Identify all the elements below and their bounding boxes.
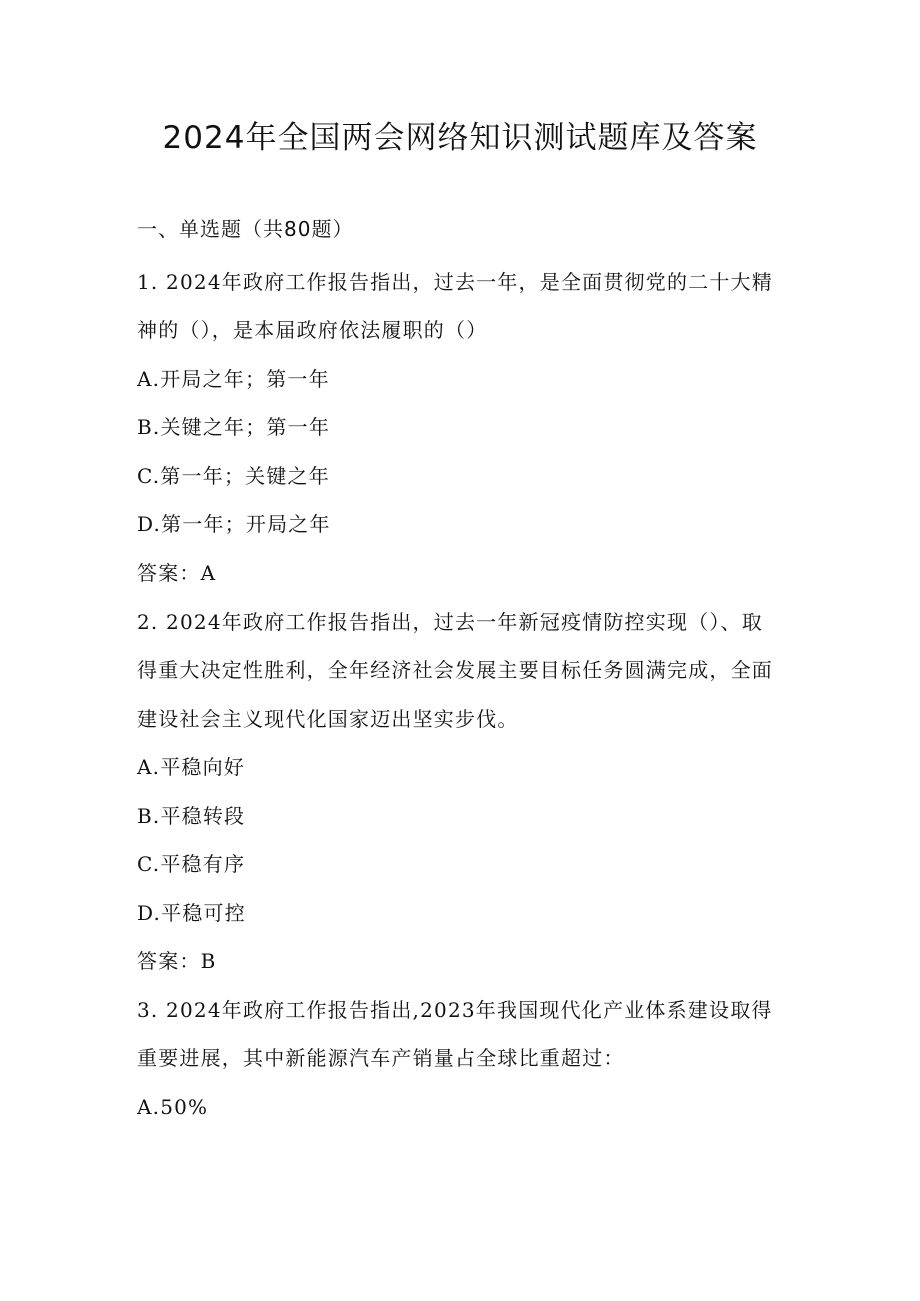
question-2-option-c: C.平稳有序 xyxy=(137,852,246,876)
question-1-option-d: D.第一年；开局之年 xyxy=(137,512,331,536)
question-2-answer: 答案：B xyxy=(137,949,217,973)
document-title: 2024年全国两会网络知识测试题库及答案 xyxy=(162,120,758,156)
question-2-stem-line-2: 得重大决定性胜利，全年经济社会发展主要目标任务圆满完成，全面 xyxy=(137,658,773,682)
question-1-stem-line-1: 1. 2024年政府工作报告指出，过去一年，是全面贯彻党的二十大精 xyxy=(137,270,773,294)
question-1-option-b: B.关键之年；第一年 xyxy=(137,415,331,439)
question-2-option-d: D.平稳可控 xyxy=(137,901,246,925)
question-3-stem-line-2: 重要进展，其中新能源汽车产销量占全球比重超过： xyxy=(137,1046,625,1070)
question-3-option-a: A.50% xyxy=(137,1095,209,1119)
question-2-option-b: B.平稳转段 xyxy=(137,804,246,828)
question-1-option-a: A.开局之年；第一年 xyxy=(137,367,330,391)
question-1-answer: 答案：A xyxy=(137,561,217,585)
question-3-stem-line-1: 3. 2024年政府工作报告指出,2023年我国现代化产业体系建设取得 xyxy=(137,998,773,1022)
question-1-stem-line-2: 神的（），是本届政府依法履职的（） xyxy=(137,318,488,342)
question-2-option-a: A.平稳向好 xyxy=(137,755,246,779)
section-heading: 一、单选题（共80题） xyxy=(137,217,354,241)
question-2-stem-line-1: 2. 2024年政府工作报告指出，过去一年新冠疫情防控实现（）、取 xyxy=(137,610,763,634)
question-1-option-c: C.第一年；关键之年 xyxy=(137,464,330,488)
question-2-stem-line-3: 建设社会主义现代化国家迈出坚实步伐。 xyxy=(137,707,519,731)
